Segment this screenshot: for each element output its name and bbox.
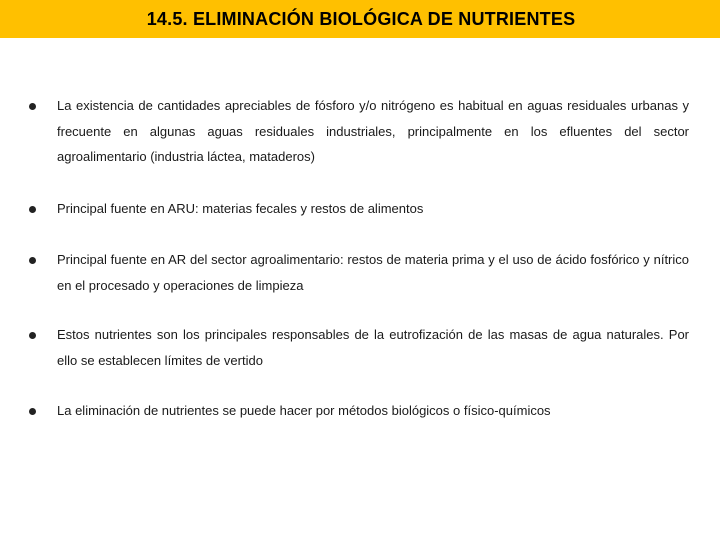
bullet-text: La eliminación de nutrientes se puede hacer por métodos biológicos o físico-químicos (57, 403, 551, 418)
title-bar (0, 0, 720, 38)
bullet-text: Estos nutrientes son los principales responsables de la eutrofización de las masas de agua naturales. Por ello se establecen límites de vertido (57, 327, 689, 368)
bullet-dot-icon (29, 103, 36, 110)
bullet-text: La existencia de cantidades apreciables de fósforo y/o nitrógeno es habitual en aguas residuales urbanas y frecuente en algunas aguas residuales industriales, principalmente en los efluentes del sector agroalimentario (industria láctea, mataderos) (57, 98, 689, 164)
slide-title: 14.5. ELIMINACIÓN BIOLÓGICA DE NUTRIENTES (146, 8, 576, 29)
bullet-dot-icon (29, 257, 36, 264)
bullet-dot-icon (29, 332, 36, 339)
bullet-dot-icon (29, 206, 36, 213)
bullet-dot-icon (29, 408, 36, 415)
bullet-text: Principal fuente en ARU: materias fecales y restos de alimentos (57, 201, 424, 216)
bullet-text: Principal fuente en AR del sector agroalimentario: restos de materia prima y el uso de ácido fosfórico y nítrico en el procesado y operaciones de limpieza (57, 252, 689, 293)
